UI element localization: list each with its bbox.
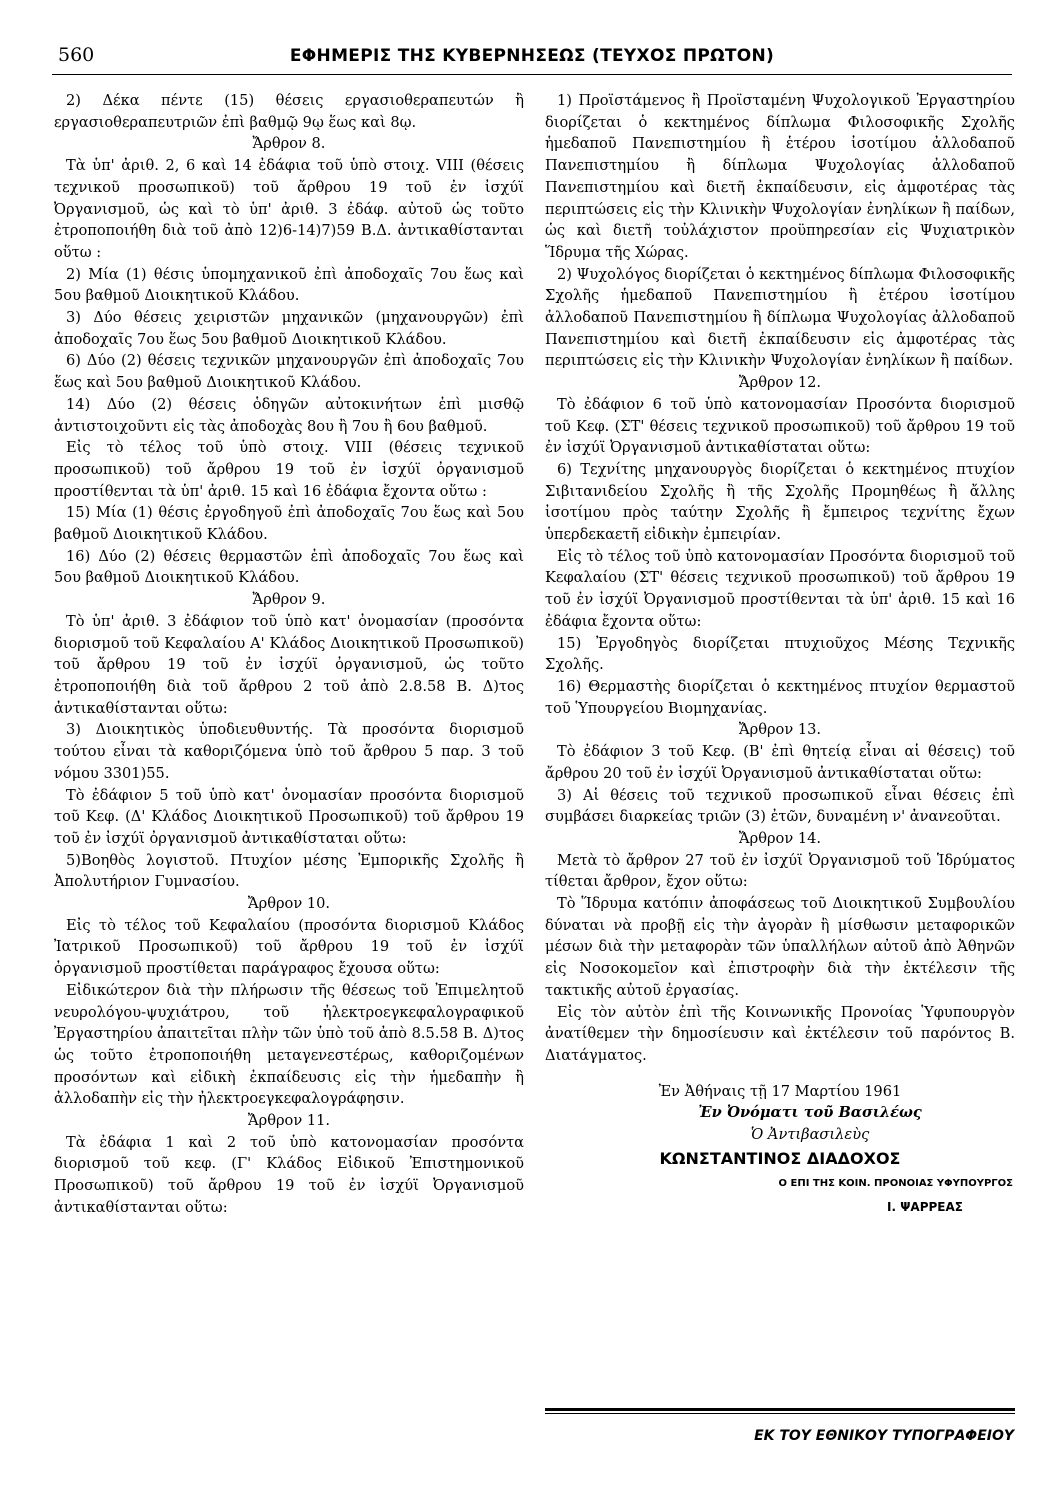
paragraph: 15) Ἐργοδηγὸς διορίζεται πτυχιοῦχος Μέσης Τεχνικῆς Σχολῆς.: [545, 634, 1015, 674]
article-heading: Ἄρθρον 9.: [252, 591, 326, 609]
right-column-body: [545, 90, 1015, 1067]
paragraph: 6) Τεχνίτης μηχανουργὸς διορίζεται ὁ κεκτημένος πτυχίον Σιβιτανιδείου Σχολῆς ἢ τῆς Σχολῆς Προμηθέως ἢ ἄλλης ἰσοτίμου πρὸς ταύτην Σχολῆς ἢ ἔμπειρος τεχνίτης ἔχων ὑπερδεκαετῆ εἰδικὴν ἐμπειρίαν.: [545, 460, 1015, 544]
paragraph: 14) Δύο (2) θέσεις ὁδηγῶν αὐτοκινήτων ἐπὶ μισθῷ ἀντιστοιχοῦντι εἰς τὰς ἀποδοχὰς 8ου ἢ 7ου ἢ 6ου βαθμοῦ.: [54, 395, 524, 435]
article-heading: Ἄρθρον 14.: [738, 829, 822, 847]
paragraph: Τὸ ὑπ' ἀριθ. 3 ἐδάφιον τοῦ ὑπὸ κατ' ὀνομασίαν (προσόντα διορισμοῦ τοῦ Κεφαλαίου Α' Κλάδος Διοικητικοῦ Προσωπικοῦ) τοῦ ἄρθρου 19 τοῦ ἐν ἰσχύϊ ὀργανισμοῦ, ὡς τοῦτο ἐτροποποιήθη διὰ τοῦ ἄρθρου 2 τοῦ ἀπὸ 2.8.58 Β. Δ)τος ἀντικαθίστανται οὕτω:: [54, 612, 524, 717]
paragraph: Τὰ ὑπ' ἀριθ. 2, 6 καὶ 14 ἐδάφια τοῦ ὑπὸ στοιχ. VIII (θέσεις τεχνικοῦ προσωπικοῦ) τοῦ ἄρθρου 19 τοῦ ἐν ἰσχύϊ Ὀργανισμοῦ, ὡς καὶ τὸ ὑπ' ἀριθ. 3 ἐδάφ. αὐτοῦ ὡς τοῦτο ἐτροποποιήθη διὰ τοῦ ἀπὸ 12)6-14)7)59 Β.Δ. ἀντικαθίστανται οὕτω :: [54, 157, 524, 261]
gazette-title: ΕΦΗΜΕΡΙΣ ΤΗΣ ΚΥΒΕΡΝΗΣΕΩΣ (ΤΕΥΧΟΣ ΠΡΩΤΟΝ): [289, 46, 775, 66]
regent-title: Ὁ Ἀντιβασιλεὺς: [750, 1126, 870, 1144]
paragraph: 2) Δέκα πέντε (15) θέσεις εργασιοθεραπευτών ἢ εργασιοθεραπευτριῶν ἐπὶ βαθμῷ 9ῳ ἕως καὶ 8ῳ.: [54, 92, 524, 131]
minister-name: Ι. ΨΑΡΡΕΑΣ: [887, 1200, 963, 1215]
in-name-of-king: Ἐν Ὀνόματι τοῦ Βασιλέως: [698, 1104, 922, 1122]
minister-title: Ο ΕΠΙ ΤΗΣ ΚΟΙΝ. ΠΡΟΝΟΙΑΣ ΥΦΥΠΟΥΡΓΟΣ: [778, 1178, 1013, 1190]
paragraph: 15) Μία (1) θέσις ἐργοδηγοῦ ἐπὶ ἀποδοχαῖς 7ου ἕως καὶ 5ου βαθμοῦ Διοικητικοῦ Κλάδου.: [54, 504, 524, 544]
paragraph: 16) Δύο (2) θέσεις θερμαστῶν ἐπὶ ἀποδοχαῖς 7ου ἕως καὶ 5ου βαθμοῦ Διοικητικοῦ Κλάδου.: [54, 547, 524, 587]
article-heading: Ἄρθρον 10.: [247, 895, 331, 913]
regent-name: ΚΩΝΣΤΑΝΤΙΝΟΣ ΔΙΑΔΟΧΟΣ: [659, 1148, 901, 1168]
paragraph: 16) Θερμαστὴς διορίζεται ὁ κεκτημένος πτυχίον θερμαστοῦ τοῦ Ὑπουργείου Βιομηχανίας.: [545, 677, 1015, 717]
paragraph: Εἰς τὸ τέλος τοῦ Κεφαλαίου (προσόντα διορισμοῦ Κλάδος Ἰατρικοῦ Προσωπικοῦ) τοῦ ἄρθρου 19 τοῦ ἐν ἰσχύϊ ὀργανισμοῦ προστίθεται παράγραφος ἔχουσα οὕτω:: [54, 916, 524, 978]
paragraph: Μετὰ τὸ ἄρθρον 27 τοῦ ἐν ἰσχύϊ Ὀργανισμοῦ τοῦ Ἱδρύματος τίθεται ἄρθρον, ἔχον οὕτω:: [545, 851, 1015, 891]
running-header: [52, 44, 1012, 72]
left-column: [54, 90, 524, 1219]
article-heading: Ἄρθρον 13.: [738, 721, 822, 739]
end-rule-thin: [545, 1413, 1015, 1414]
signing-date: Ἐν Ἀθήναις τῇ 17 Μαρτίου 1961: [658, 1082, 902, 1100]
printer-imprint: ΕΚ ΤΟΥ ΕΘΝΙΚΟΥ ΤΥΠΟΓΡΑΦΕΙΟΥ: [754, 1428, 1014, 1444]
header-rule: [52, 74, 1012, 75]
paragraph: 2) Μία (1) θέσις ὑπομηχανικοῦ ἐπὶ ἀποδοχαῖς 7ου ἕως καὶ 5ου βαθμοῦ Διοικητικοῦ Κλάδου.: [54, 265, 524, 305]
end-rule: [545, 1408, 1015, 1411]
article-heading: Ἄρθρον 11.: [247, 1112, 331, 1130]
paragraph: Εἰδικώτερον διὰ τὴν πλήρωσιν τῆς θέσεως τοῦ Ἐπιμελητοῦ νευρολόγου-ψυχιάτρου, τοῦ ἠλεκτροεγκεφαλογραφικοῦ Ἐργαστηρίου ἀπαιτεῖται πλὴν τῶν ὑπὸ τοῦ ἀπὸ 8.5.58 Β. Δ)τος ὡς τοῦτο ἐτροποποιήθη μεταγενεστέρως, καθοριζομένων προσόντων καὶ εἰδικὴ ἐκπαίδευσις εἰς τὴν ἡμεδαπὴν ἢ ἀλλοδαπὴν εἰς τὴν ἠλεκτροεγκεφαλογράφησιν.: [54, 981, 524, 1108]
paragraph: Τὸ ἐδάφιον 6 τοῦ ὑπὸ κατονομασίαν Προσόντα διορισμοῦ τοῦ Κεφ. (ΣΤ' θέσεις τεχνικοῦ προσωπικοῦ) τοῦ ἄρθρου 19 τοῦ ἐν ἰσχύϊ Ὀργανισμοῦ ἀντικαθίσταται οὕτω:: [545, 395, 1015, 457]
paragraph: 5)Βοηθὸς λογιστοῦ. Πτυχίον μέσης Ἐμπορικῆς Σχολῆς ἢ Ἀπολυτήριον Γυμνασίου.: [54, 851, 524, 891]
paragraph: Τὰ ἐδάφια 1 καὶ 2 τοῦ ὑπὸ κατονομασίαν προσόντα διορισμοῦ τοῦ κεφ. (Γ' Κλάδος Εἰδικοῦ Ἐπιστημονικοῦ Προσωπικοῦ) τοῦ ἄρθρου 19 τοῦ ἐν ἰσχύϊ Ὀργανισμοῦ ἀντικαθίστανται οὕτω:: [54, 1133, 524, 1216]
paragraph: 6) Δύο (2) θέσεις τεχνικῶν μηχανουργῶν ἐπὶ ἀποδοχαῖς 7ου ἕως καὶ 5ου βαθμοῦ Διοικητικοῦ Κλάδου.: [54, 352, 524, 392]
page-number: 560: [58, 44, 95, 66]
paragraph: 3) Διοικητικὸς ὑποδιευθυντής. Τὰ προσόντα διορισμοῦ τούτου εἶναι τὰ καθοριζόμενα ὑπὸ τοῦ ἄρθρου 5 παρ. 3 τοῦ νόμου 3301)55.: [54, 721, 524, 782]
paragraph: Τὸ ἐδάφιον 3 τοῦ Κεφ. (Β' ἐπὶ θητείᾳ εἶναι αἱ θέσεις) τοῦ ἄρθρου 20 τοῦ ἐν ἰσχύϊ Ὀργανισμοῦ ἀντικαθίσταται οὕτω:: [545, 743, 1015, 782]
paragraph: 1) Προϊστάμενος ἢ Προϊσταμένη Ψυχολογικοῦ Ἐργαστηρίου διορίζεται ὁ κεκτημένος δίπλωμα Φιλοσοφικῆς Σχολῆς ἡμεδαποῦ Πανεπιστημίου ἢ ἑτέρου ἰσοτίμου ἀλλοδαποῦ Πανεπιστημίου ἢ δίπλωμα Ψυχολογίας ἀλλοδαποῦ Πανεπιστημίου καὶ διετῆ ἐκπαίδευσιν, εἰς ἀμφοτέρας τὰς περιπτώσεις εἰς τὴν Κλινικὴν Ψυχολογίαν ἐνηλίκων ἢ παίδων, ὡς καὶ διετῆ τοὐλάχιστον προϋπηρεσίαν εἰς Ψυχιατρικὸν Ἵδρυμα τῆς Χώρας.: [545, 92, 1015, 261]
paragraph: Εἰς τὸν αὐτὸν ἐπὶ τῆς Κοινωνικῆς Προνοίας Ὑφυπουργὸν ἀνατίθεμεν τὴν δημοσίευσιν καὶ ἐκτέλεσιν τοῦ παρόντος Β. Διατάγματος.: [545, 1003, 1015, 1064]
paragraph: 2) Ψυχολόγος διορίζεται ὁ κεκτημένος δίπλωμα Φιλοσοφικῆς Σχολῆς ἡμεδαποῦ Πανεπιστημίου ἢ ἑτέρου ἰσοτίμου ἀλλοδαποῦ Πανεπιστημίου ἢ δίπλωμα Ψυχολογίας ἀλλοδαποῦ Πανεπιστημίου καὶ διετῆ ἐκπαίδευσιν εἰς ἀμφοτέρας τὰς περιπτώσεις εἰς τὴν Κλινικὴν Ψυχολογίαν ἐνηλίκων ἢ παίδων.: [545, 265, 1015, 370]
paragraph: 3) Αἱ θέσεις τοῦ τεχνικοῦ προσωπικοῦ εἶναι θέσεις ἐπὶ συμβάσει διαρκείας τριῶν (3) ἐτῶν, δυναμένη ν' ἀνανεοῦται.: [545, 786, 1015, 826]
paragraph: Εἰς τὸ τέλος τοῦ ὑπὸ στοιχ. VIII (θέσεις τεχνικοῦ προσωπικοῦ) τοῦ ἄρθρου 19 τοῦ ἐν ἰσχύϊ ὀργανισμοῦ προστίθενται τὰ ὑπ' ἀριθ. 15 καὶ 16 ἐδάφια ἔχοντα οὕτω :: [54, 439, 524, 500]
paragraph: Τὸ ἐδάφιον 5 τοῦ ὑπὸ κατ' ὀνομασίαν προσόντα διορισμοῦ τοῦ Κεφ. (Δ' Κλάδος Διοικητικοῦ Προσωπικοῦ) τοῦ ἄρθρου 19 τοῦ ἐν ἰσχύϊ ὀργανισμοῦ ἀντικαθίσταται οὕτω:: [54, 786, 524, 847]
article-heading: Ἄρθρον 8.: [252, 135, 326, 153]
paragraph: Τὸ Ἵδρυμα κατόπιν ἀποφάσεως τοῦ Διοικητικοῦ Συμβουλίου δύναται νὰ προβῇ εἰς τὴν ἀγορὰν ἢ μίσθωσιν μεταφορικῶν μέσων διὰ τὴν μεταφορὰν τῶν ὑπαλλήλων αὐτοῦ ἀπὸ Ἀθηνῶν εἰς Νοσοκομεῖον καὶ ἐπιστροφὴν διὰ τὴν ἐκτέλεσιν τῆς τακτικῆς αὐτοῦ ἐργασίας.: [545, 895, 1015, 999]
right-column: [545, 90, 1015, 1219]
paragraph: Εἰς τὸ τέλος τοῦ ὑπὸ κατονομασίαν Προσόντα διορισμοῦ τοῦ Κεφαλαίου (ΣΤ' θέσεις τεχνικοῦ προσωπικοῦ) τοῦ ἄρθρου 19 τοῦ ἐν ἰσχύϊ Ὀργανισμοῦ προστίθενται τὰ ὑπ' ἀριθ. 15 καὶ 16 ἐδάφια ἔχοντα οὕτω:: [545, 547, 1015, 630]
article-heading: Ἄρθρον 12.: [738, 374, 822, 392]
paragraph: 3) Δύο θέσεις χειριστῶν μηχανικῶν (μηχανουργῶν) ἐπὶ ἀποδοχαῖς 7ου ἕως 5ου βαθμοῦ Διοικητικοῦ Κλάδου.: [54, 309, 524, 348]
